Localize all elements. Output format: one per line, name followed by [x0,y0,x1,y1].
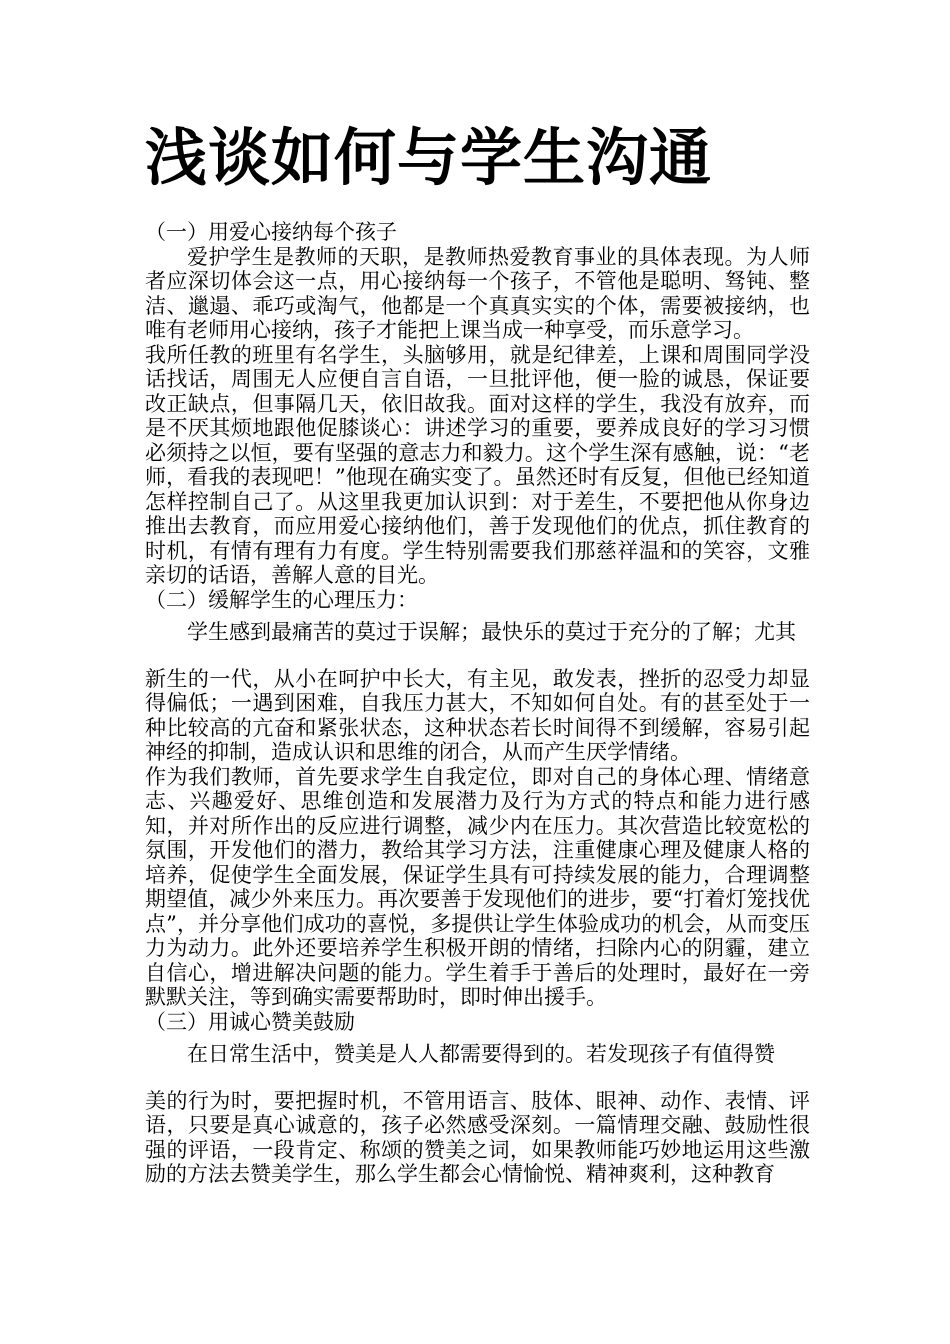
section-heading-1: （一）用爱心接纳每个孩子 [145,220,397,244]
paragraph: 学生感到最痛苦的莫过于误解；最快乐的莫过于充分的了解；尤其 [187,620,796,644]
paragraph: 我所任教的班里有名学生，头脑够用，就是纪律差，上课和周围同学没话找话，周围无人应便自言自语，一旦批评他，便一脸的诚恳，保证要改正缺点，但事隔几天，依旧故我。面对这样的学生，我没有放弃，而是不厌其烦地跟他促膝谈心：讲述学习的重要，要养成良好的学习习惯必须持之以恒，要有坚强的意志力和毅力。这个学生深有感触，说：“老师，看我的表现吧！”他现在确实变了。虽然还时有反复，但他已经知道怎样控制自己了。从这里我更加认识到：对于差生，不要把他从你身边推出去教育，而应用爱心接纳他们，善于发现他们的优点，抓住教育的时机，有情有理有力有度。学生特别需要我们那慈祥温和的笑容，文雅亲切的话语，善解人意的目光。 [145,342,810,587]
section-heading-2: （二）缓解学生的心理压力： [145,587,418,612]
document-title: 浅谈如何与学生沟通 [145,121,713,194]
paragraph: 新生的一代，从小在呵护中长大，有主见，敢发表，挫折的忍受力却显得偏低；一遇到困难，自我压力甚大，不知如何自处。有的甚至处于一种比较高的亢奋和紧张状态，这种状态若长时间得不到缓解，容易引起神经的抑制，造成认识和思维的闭合，从而产生厌学情绪。 [145,666,810,764]
paragraph: 美的行为时，要把握时机，不管用语言、肢体、眼神、动作、表情、评语，只要是真心诚意的，孩子必然感受深刻。一篇情理交融、鼓励性很强的评语，一段肯定、称颂的赞美之词，如果教师能巧妙地运用这些激励的方法去赞美学生，那么学生都会心情愉悦、精神爽利，这种教育 [145,1088,810,1186]
document-page [145,118,810,1187]
paragraph: 作为我们教师，首先要求学生自我定位，即对自己的身体心理、情绪意志、兴趣爱好、思维创造和发展潜力及行为方式的特点和能力进行感知，并对所作出的反应进行调整，减少内在压力。其次营造比较宽松的氛围，开发他们的潜力，教给其学习方法，注重健康心理及健康人格的培养，促使学生全面发展，保证学生具有可持续发展的能力，合理调整期望值，减少外来压力。再次要善于发现他们的进步，要“打着灯笼找优点”，并分享他们成功的喜悦，多提供让学生体验成功的机会，从而变压力为动力。此外还要培养学生积极开朗的情绪，扫除内心的阴霾，建立自信心，增进解决问题的能力。学生着手于善后的处理时，最好在一旁默默关注，等到确实需要帮助时，即时伸出援手。 [145,764,810,1009]
section-heading-3: （三）用诚心赞美鼓励 [145,1009,355,1034]
paragraph: 在日常生活中，赞美是人人都需要得到的。若发现孩子有值得赞 [187,1042,775,1066]
paragraph: 爱护学生是教师的天职，是教师热爱教育事业的具体表现。为人师者应深切体会这一点，用心接纳每一个孩子，不管他是聪明、驽钝、整洁、邋遢、乖巧或淘气，他都是一个真真实实的个体，需要被接纳，也唯有老师用心接纳，孩子才能把上课当成一种享受，而乐意学习。 [145,244,810,342]
